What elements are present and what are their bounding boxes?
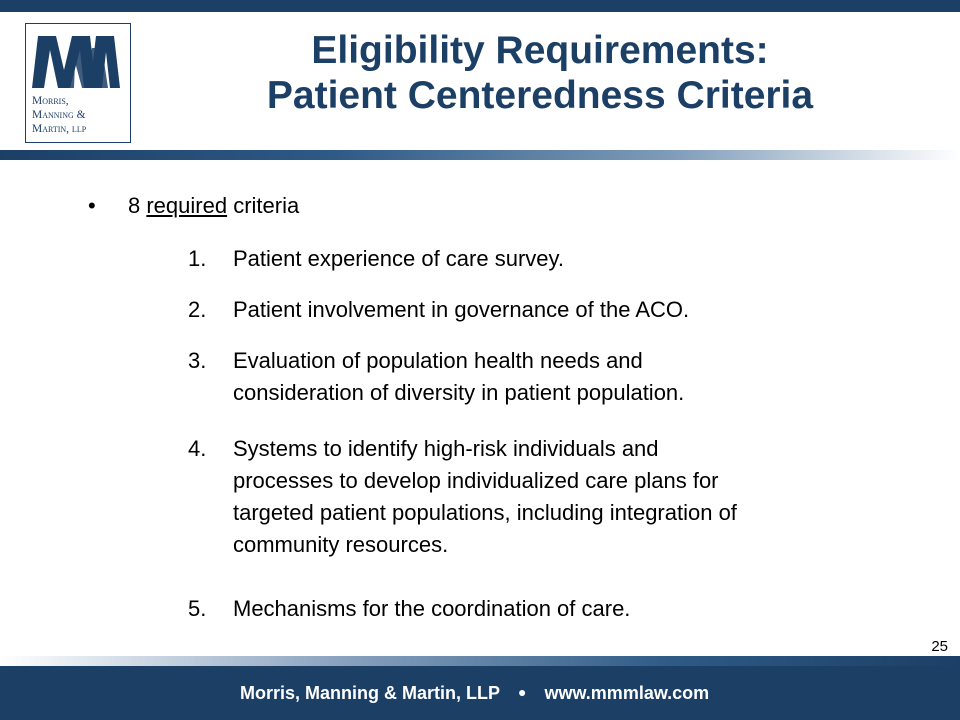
item-text [233, 243, 923, 275]
footer-bar [0, 666, 960, 720]
item-text [233, 433, 923, 561]
logo-line-1: Morris, [32, 95, 69, 107]
mmm-logo-mark-icon [30, 28, 126, 90]
item-number: 3. [188, 348, 207, 373]
footer-website-link[interactable]: www.mmmlaw.com [544, 683, 710, 703]
top-bar [0, 0, 960, 12]
firm-logo [25, 23, 131, 143]
item-line: Mechanisms for the coordination of care. [233, 596, 631, 621]
item-line: Evaluation of population health needs and [233, 348, 643, 373]
footer-text [240, 683, 709, 704]
bullet-prefix: 8 [128, 193, 147, 218]
item-line: Patient involvement in governance of the ACO. [233, 297, 690, 322]
title-line-1: Eligibility Requirements: [311, 29, 769, 72]
item-text [233, 345, 923, 409]
bullet-required-criteria [88, 193, 299, 219]
item-line: targeted patient populations, including integration of [233, 500, 737, 525]
item-number: 2. [188, 297, 207, 322]
item-line: processes to develop individualized care plans for [233, 468, 719, 493]
logo-text [32, 94, 127, 136]
item-line: community resources. [233, 532, 449, 557]
title-line-2: Patient Centeredness Criteria [266, 74, 814, 117]
item-line: Patient experience of care survey. [233, 246, 564, 271]
footer-divider [0, 656, 960, 666]
logo-line-3: Martin, llp [32, 123, 87, 135]
item-number: 4. [188, 436, 207, 461]
item-line: consideration of diversity in patient population. [233, 380, 685, 405]
footer-firm-name: Morris, Manning & Martin, LLP [240, 683, 500, 703]
page-number: 25 [931, 638, 948, 655]
item-line: Systems to identify high-risk individuals and [233, 436, 659, 461]
item-text [233, 593, 923, 625]
item-number: 1. [188, 246, 207, 271]
footer-separator-dot-icon: ● [518, 684, 527, 700]
item-number: 5. [188, 596, 207, 621]
bullet-suffix: criteria [227, 193, 300, 218]
bullet-marker: • [88, 193, 96, 218]
logo-line-2: Manning & [32, 109, 86, 121]
bullet-underlined-word: required [146, 193, 228, 218]
item-text [233, 294, 923, 326]
header-divider [0, 150, 960, 160]
slide-title [150, 28, 930, 118]
